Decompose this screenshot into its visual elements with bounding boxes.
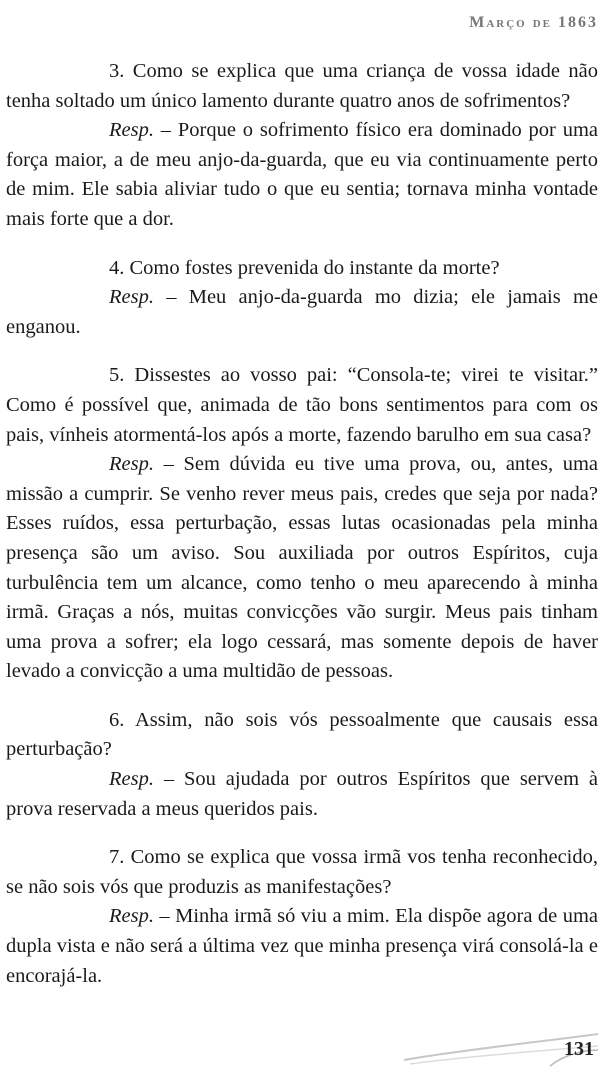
question-text: 6. Assim, não sois vós pessoalmente que causais essa perturbação?: [6, 708, 598, 761]
resp-label: Resp.: [109, 905, 154, 928]
question-text: 3. Como se explica que uma criança de vossa idade não tenha soltado um único lamento durante quatro anos de sofrimentos?: [6, 60, 598, 112]
answer-text: – Minha irmã só viu a mim. Ela dispõe agora de uma dupla vista e não será a última vez que minha presença virá consolá-la e encorajá-la.: [6, 905, 598, 987]
running-header: Março de 1863: [469, 14, 598, 31]
answer-text: – Sem dúvida eu tive uma prova, ou, antes, uma missão a cumprir. Se venho rever meus pais, credes que seja por nada? Esses ruídos, essa perturbação, essas lutas ocasionadas pela minha presença são um aviso. Sou auxiliada por outros Espíritos, cuja turbulência tem um alcance, como tenho o meu aparecendo à minha irmã. Graças a nós, muitas convicções vão surgir. Meus pais tinham uma prova a sofrer; ela logo cessará, mas somente depois de haver levado a convicção a uma multidão de pessoas.: [6, 453, 598, 683]
body-text: [6, 57, 598, 991]
question-6: [6, 706, 598, 765]
question-7: [6, 843, 598, 902]
question-text: 5. Dissestes ao vosso pai: “Consola-te; virei te visitar.” Como é possível que, animada de tão bons sentimentos para com os pais, vínheis atormentá-los após a morte, fazendo barulho em sua casa?: [6, 364, 598, 446]
resp-label: Resp.: [109, 453, 154, 476]
resp-label: Resp.: [109, 119, 154, 142]
question-text: 4. Como fostes prevenida do instante da morte?: [109, 256, 500, 279]
resp-label: Resp.: [109, 768, 154, 791]
question-text: 7. Como se explica que vossa irmã vos tenha reconhecido, se não sois vós que produzis as manifestações?: [6, 846, 598, 898]
answer-6: [6, 765, 598, 824]
question-4: [6, 254, 598, 284]
answer-text: – Porque o sofrimento físico era dominado por uma força maior, a de meu anjo-da-guarda, que eu via continuamente perto de mim. Ele sabia aliviar tudo o que eu sentia; tornava minha vontade mais forte que a dor.: [6, 119, 598, 230]
page-number: 131: [564, 1038, 594, 1060]
answer-text: – Meu anjo-da-guarda mo dizia; ele jamais me enganou.: [6, 286, 598, 338]
resp-label: Resp.: [109, 286, 154, 309]
answer-7: [6, 902, 598, 991]
answer-3: [6, 116, 598, 234]
question-3: [6, 57, 598, 116]
answer-4: [6, 283, 598, 342]
question-5: [6, 361, 598, 450]
answer-text: – Sou ajudada por outros Espíritos que servem à prova reservada a meus queridos pais.: [6, 768, 598, 820]
answer-5: [6, 450, 598, 687]
